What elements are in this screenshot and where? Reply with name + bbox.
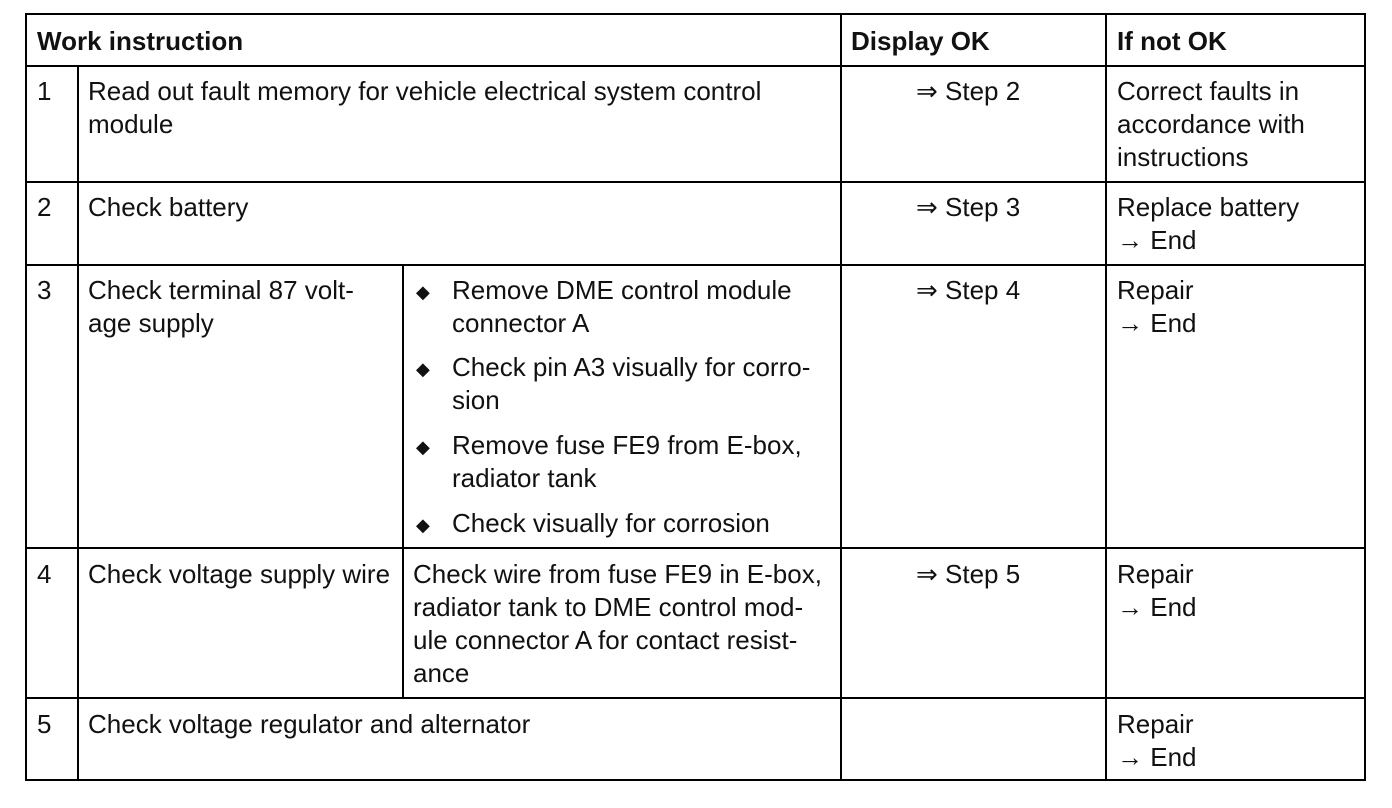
- display-ok-value: ⇒ Step 2: [916, 76, 1021, 106]
- display-ok-value: ⇒ Step 3: [916, 192, 1021, 222]
- header-if-not-ok: If not OK: [1117, 26, 1227, 56]
- column-divider: [402, 264, 404, 697]
- if-not-ok-line: → End: [1117, 592, 1197, 622]
- display-ok-value: ⇒ Step 4: [916, 275, 1021, 305]
- row-divider: [27, 264, 1364, 266]
- detail-line: Check pin A3 visually for corro-: [452, 352, 811, 382]
- row-divider: [27, 547, 1364, 549]
- if-not-ok-line: Replace battery: [1117, 192, 1300, 222]
- detail-line: Remove DME control module: [452, 275, 792, 305]
- row-divider: [27, 65, 1364, 67]
- column-divider: [840, 15, 842, 779]
- instruction-line: age supply: [88, 308, 214, 338]
- if-not-ok-line: accordance with: [1117, 109, 1305, 139]
- row-divider: [27, 181, 1364, 183]
- column-divider: [1105, 15, 1107, 779]
- detail-line: Remove fuse FE9 from E-box,: [452, 430, 802, 460]
- if-not-ok-line: → End: [1117, 308, 1197, 338]
- instruction-line: Check voltage regulator and alternator: [88, 709, 531, 739]
- if-not-ok-line: Correct faults in: [1117, 76, 1300, 106]
- detail-line: radiator tank: [452, 463, 597, 493]
- column-divider: [77, 65, 79, 779]
- detail-line: radiator tank to DME control mod-: [413, 592, 804, 622]
- detail-line: sion: [452, 385, 500, 415]
- if-not-ok-line: → End: [1117, 742, 1197, 772]
- bullet-icon: ◆: [416, 515, 430, 535]
- if-not-ok-line: Repair: [1117, 559, 1194, 589]
- instruction-line: Check voltage supply wire: [88, 559, 391, 589]
- detail-line: connector A: [452, 308, 590, 338]
- detail-line: Check wire from fuse FE9 in E-box,: [413, 559, 822, 589]
- if-not-ok-line: instructions: [1117, 142, 1249, 172]
- detail-line: ance: [413, 658, 470, 688]
- instruction-line: Check battery: [88, 192, 249, 222]
- display-ok-value: ⇒ Step 5: [916, 559, 1021, 589]
- header-work-instruction: Work instruction: [37, 26, 244, 56]
- instruction-line: Check terminal 87 volt-: [88, 275, 354, 305]
- instruction-line: Read out fault memory for vehicle electrical system control: [88, 76, 762, 106]
- work-instruction-table: [25, 13, 1366, 781]
- bullet-icon: ◆: [416, 437, 430, 457]
- step-number: 1: [37, 76, 52, 106]
- header-display-ok: Display OK: [851, 26, 990, 56]
- step-number: 3: [37, 275, 52, 305]
- row-divider: [27, 697, 1364, 699]
- detail-line: Check visually for corrosion: [452, 508, 770, 538]
- if-not-ok-line: → End: [1117, 225, 1197, 255]
- bullet-icon: ◆: [416, 359, 430, 379]
- detail-line: ule connector A for contact resist-: [413, 625, 798, 655]
- if-not-ok-line: Repair: [1117, 709, 1194, 739]
- bullet-icon: ◆: [416, 282, 430, 302]
- instruction-line: module: [88, 109, 174, 139]
- step-number: 4: [37, 559, 52, 589]
- step-number: 5: [37, 709, 52, 739]
- if-not-ok-line: Repair: [1117, 275, 1194, 305]
- step-number: 2: [37, 192, 52, 222]
